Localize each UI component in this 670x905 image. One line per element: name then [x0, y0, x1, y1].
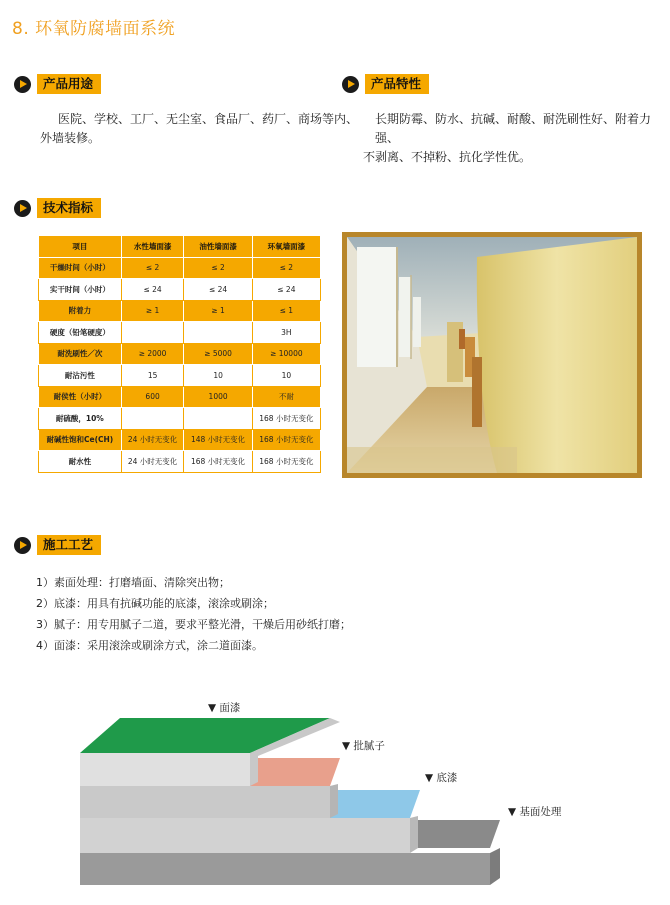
- table-cell: ≤ 1: [252, 300, 320, 322]
- table-cell: 附着力: [39, 300, 122, 322]
- coating-layers-svg: [80, 698, 590, 898]
- table-row: [39, 429, 321, 451]
- table-cell: 耐水性: [39, 451, 122, 473]
- process-step: 3）腻子：用专用腻子二道，要求平整光滑，干燥后用砂纸打磨；: [36, 618, 351, 631]
- table-cell: ≤ 2: [121, 257, 184, 279]
- table-cell: ≤ 2: [184, 257, 252, 279]
- layer-putty-front: [80, 753, 250, 786]
- label-primer: ▼ 底漆: [425, 772, 458, 784]
- table-row: [39, 343, 321, 365]
- table-cell: 耐侯性（小时）: [39, 386, 122, 408]
- section-tech-label: 技术指标: [37, 198, 101, 218]
- table-cell: ≥ 5000: [184, 343, 252, 365]
- table-cell: 干燥时间（小时）: [39, 257, 122, 279]
- process-step: 1）素面处理：打磨墙面、清除突出物；: [36, 576, 230, 589]
- usage-text: [40, 110, 359, 148]
- section-usage-header: [14, 74, 101, 94]
- coating-layers-diagram: [80, 698, 590, 902]
- layer-primer-front: [80, 786, 330, 818]
- table-row: [39, 451, 321, 473]
- table-cell: 15: [121, 365, 184, 387]
- table-cell: 3H: [252, 322, 320, 344]
- table-cell: 10: [252, 365, 320, 387]
- table-cell: 168 小时无变化: [252, 451, 320, 473]
- corridor-photo-image: [347, 237, 637, 473]
- table-cell: [184, 322, 252, 344]
- table-cell: 168 小时无变化: [184, 451, 252, 473]
- play-bullet-icon: [342, 76, 359, 93]
- table-cell: 1000: [184, 386, 252, 408]
- table-cell: 不耐: [252, 386, 320, 408]
- table-cell: 耐沾污性: [39, 365, 122, 387]
- process-step: 2）底漆：用具有抗碱功能的底漆，滚涂或刷涂；: [36, 597, 274, 610]
- section-features-header: [342, 74, 429, 94]
- label-topcoat: ▼ 面漆: [208, 702, 241, 714]
- usage-text-line2: 外墙装修。: [40, 131, 101, 145]
- layer-putty-top: [250, 758, 340, 786]
- table-cell: ≥ 1: [184, 300, 252, 322]
- spec-header-item: 项目: [39, 236, 122, 258]
- spec-header-water: 水性墙面漆: [121, 236, 184, 258]
- process-steps: [36, 572, 351, 656]
- table-cell: 10: [184, 365, 252, 387]
- table-cell: 24 小时无变化: [121, 451, 184, 473]
- spec-table-header-row: [39, 236, 321, 258]
- table-cell: 168 小时无变化: [252, 408, 320, 430]
- table-cell: 耐碱性饱和Ce(CH): [39, 429, 122, 451]
- table-cell: ≥ 10000: [252, 343, 320, 365]
- features-text-line2: 不剥离、不掉粉、抗化学性优。: [363, 150, 532, 164]
- table-cell: 实干时间（小时）: [39, 279, 122, 301]
- play-bullet-icon: [14, 76, 31, 93]
- table-cell: 24 小时无变化: [121, 429, 184, 451]
- corridor-photo: [342, 232, 642, 478]
- table-cell: [121, 408, 184, 430]
- table-cell: ≤ 2: [252, 257, 320, 279]
- table-cell: ≤ 24: [184, 279, 252, 301]
- process-step: 4）面漆：采用滚涂或刷涂方式，涂二道面漆。: [36, 639, 263, 652]
- label-base: ▼ 基面处理: [508, 806, 562, 818]
- table-cell: 耐洗刷性／次: [39, 343, 122, 365]
- spec-header-epoxy: 环氧墙面漆: [252, 236, 320, 258]
- section-tech-header: [14, 198, 101, 218]
- table-cell: ≥ 1: [121, 300, 184, 322]
- spec-table: [38, 235, 321, 473]
- play-bullet-icon: [14, 200, 31, 217]
- features-text: [363, 110, 670, 167]
- table-cell: 148 小时无变化: [184, 429, 252, 451]
- table-cell: ≤ 24: [252, 279, 320, 301]
- table-cell: 600: [121, 386, 184, 408]
- table-row: [39, 279, 321, 301]
- table-row: [39, 365, 321, 387]
- table-cell: ≥ 2000: [121, 343, 184, 365]
- table-row: [39, 300, 321, 322]
- features-text-line1: 长期防霉、防水、抗碱、耐酸、耐洗刷性好、附着力强、: [375, 112, 652, 145]
- base-slab: [80, 853, 490, 885]
- layer-primer-top: [330, 790, 420, 818]
- section-usage-label: 产品用途: [37, 74, 101, 94]
- section-features-label: 产品特性: [365, 74, 429, 94]
- spec-header-oil: 油性墙面漆: [184, 236, 252, 258]
- table-cell: [121, 322, 184, 344]
- section-process-label: 施工工艺: [37, 535, 101, 555]
- table-cell: ≤ 24: [121, 279, 184, 301]
- table-row: [39, 257, 321, 279]
- layer-base-top: [410, 820, 500, 848]
- layer-base-front: [80, 818, 410, 853]
- table-cell: 耐硫酸，10%: [39, 408, 122, 430]
- table-row: [39, 322, 321, 344]
- table-row: [39, 386, 321, 408]
- usage-text-line1: 医院、学校、工厂、无尘室、食品厂、药厂、商场等内、: [58, 112, 359, 126]
- table-cell: [184, 408, 252, 430]
- table-cell: 硬度（铅笔硬度）: [39, 322, 122, 344]
- play-bullet-icon: [14, 537, 31, 554]
- section-process-header: [14, 535, 101, 555]
- label-putty: ▼ 批腻子: [342, 740, 385, 752]
- page-title: 8. 环氧防腐墙面系统: [12, 19, 176, 39]
- table-cell: 168 小时无变化: [252, 429, 320, 451]
- table-row: [39, 408, 321, 430]
